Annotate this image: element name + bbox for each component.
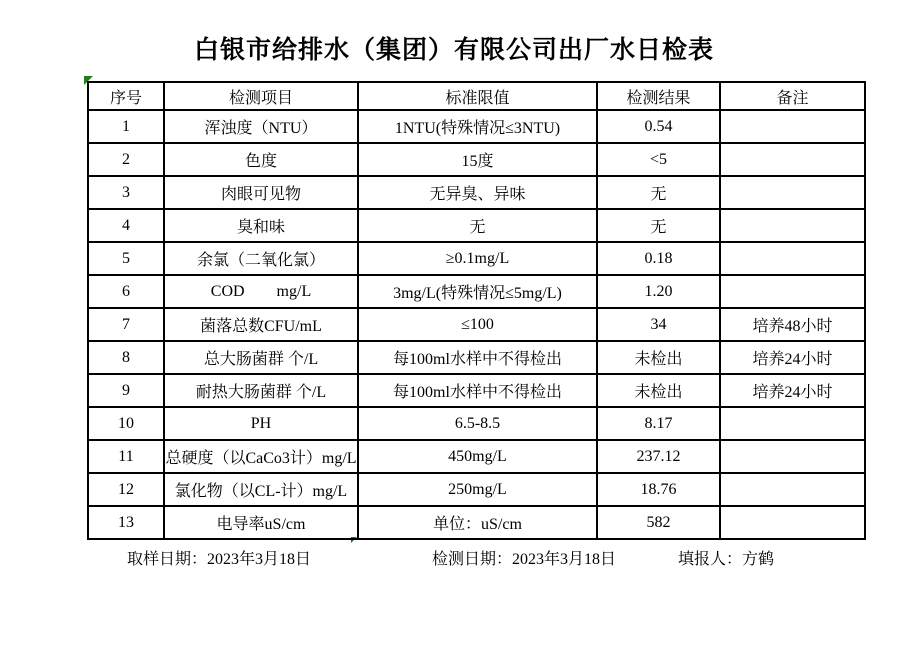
cell-test-result: 1.20: [597, 275, 720, 308]
table-row: [88, 341, 865, 374]
cell-serial-number: 13: [88, 506, 164, 539]
cell-remark: [720, 407, 865, 440]
cell-standard-limit: 1NTU(特殊情况≤3NTU): [358, 110, 597, 143]
cell-serial-number: 11: [88, 440, 164, 473]
sample-date-label: 取样日期：2023年3月18日: [127, 551, 312, 568]
header-remark: 备注: [720, 82, 865, 110]
page-title: 白银市给排水（集团）有限公司出厂水日检表: [193, 36, 714, 64]
cell-remark: 培养48小时: [720, 308, 865, 341]
table-row: [88, 407, 865, 440]
cell-remark: 培养24小时: [720, 341, 865, 374]
cell-test-item: COD mg/L: [164, 275, 358, 308]
cell-standard-limit: 无: [358, 209, 597, 242]
cell-remark: [720, 506, 865, 539]
table-row: [88, 176, 865, 209]
table-row: [88, 209, 865, 242]
header-test-result: 检测结果: [597, 82, 720, 110]
cell-test-item: 余氯（二氧化氯）: [164, 242, 358, 275]
cell-test-result: 无: [597, 176, 720, 209]
cell-serial-number: 10: [88, 407, 164, 440]
cell-test-result: 18.76: [597, 473, 720, 506]
cell-test-item: 耐热大肠菌群 个/L: [164, 374, 358, 407]
table-row: [88, 143, 865, 176]
cell-serial-number: 8: [88, 341, 164, 374]
cell-test-item: PH: [164, 407, 358, 440]
cell-standard-limit: ≥0.1mg/L: [358, 242, 597, 275]
cell-serial-number: 5: [88, 242, 164, 275]
cell-standard-limit: 无异臭、异味: [358, 176, 597, 209]
cell-test-result: 未检出: [597, 341, 720, 374]
cell-remark: [720, 242, 865, 275]
cell-serial-number: 1: [88, 110, 164, 143]
cell-standard-limit: 每100ml水样中不得检出: [358, 341, 597, 374]
cell-test-item: 总大肠菌群 个/L: [164, 341, 358, 374]
table-row: [88, 440, 865, 473]
cell-serial-number: 7: [88, 308, 164, 341]
cell-test-result: 未检出: [597, 374, 720, 407]
cell-standard-limit: 6.5-8.5: [358, 407, 597, 440]
cell-test-item: 菌落总数CFU/mL: [164, 308, 358, 341]
table-row: [88, 506, 865, 539]
cell-standard-limit: ≤100: [358, 308, 597, 341]
cell-test-result: <5: [597, 143, 720, 176]
cell-standard-limit: 15度: [358, 143, 597, 176]
table-row: [88, 110, 865, 143]
cell-serial-number: 3: [88, 176, 164, 209]
test-date-label: 检测日期：2023年3月18日: [432, 551, 617, 568]
table-row: [88, 275, 865, 308]
cell-standard-limit: 单位：uS/cm: [358, 506, 597, 539]
cell-remark: [720, 473, 865, 506]
header-test-item: 检测项目: [164, 82, 358, 110]
cell-test-result: 582: [597, 506, 720, 539]
cell-test-result: 34: [597, 308, 720, 341]
cell-test-result: 0.18: [597, 242, 720, 275]
cell-test-item: 氯化物（以CL-计）mg/L: [164, 473, 358, 506]
cell-serial-number: 2: [88, 143, 164, 176]
table-row: [88, 242, 865, 275]
header-serial-number: 序号: [88, 82, 164, 110]
cell-serial-number: 6: [88, 275, 164, 308]
cell-test-item: 肉眼可见物: [164, 176, 358, 209]
cell-remark: [720, 440, 865, 473]
header-standard-limit: 标准限值: [358, 82, 597, 110]
header-row: [88, 82, 865, 110]
cell-test-item: 臭和味: [164, 209, 358, 242]
cell-test-item: 电导率uS/cm: [164, 506, 358, 539]
table-body: [88, 110, 865, 539]
cell-serial-number: 9: [88, 374, 164, 407]
cell-remark: 培养24小时: [720, 374, 865, 407]
reporter-label: 填报人：方鹤: [678, 551, 775, 568]
cell-serial-number: 12: [88, 473, 164, 506]
cell-test-item: 总硬度（以CaCo3计）mg/L: [164, 440, 358, 473]
inspection-table: [87, 81, 866, 540]
cell-test-result: 无: [597, 209, 720, 242]
cell-remark: [720, 176, 865, 209]
cell-standard-limit: 450mg/L: [358, 440, 597, 473]
cell-test-result: 0.54: [597, 110, 720, 143]
table-row: [88, 308, 865, 341]
cell-remark: [720, 110, 865, 143]
cell-test-result: 8.17: [597, 407, 720, 440]
cell-test-item: 色度: [164, 143, 358, 176]
cell-standard-limit: 每100ml水样中不得检出: [358, 374, 597, 407]
cell-serial-number: 4: [88, 209, 164, 242]
table-row: [88, 374, 865, 407]
cell-standard-limit: 250mg/L: [358, 473, 597, 506]
table-row: [88, 473, 865, 506]
cell-standard-limit: 3mg/L(特殊情况≤5mg/L): [358, 275, 597, 308]
cell-test-item: 浑浊度（NTU）: [164, 110, 358, 143]
footer: [0, 546, 908, 572]
cell-remark: [720, 209, 865, 242]
cell-test-result: 237.12: [597, 440, 720, 473]
cell-remark: [720, 143, 865, 176]
cell-remark: [720, 275, 865, 308]
